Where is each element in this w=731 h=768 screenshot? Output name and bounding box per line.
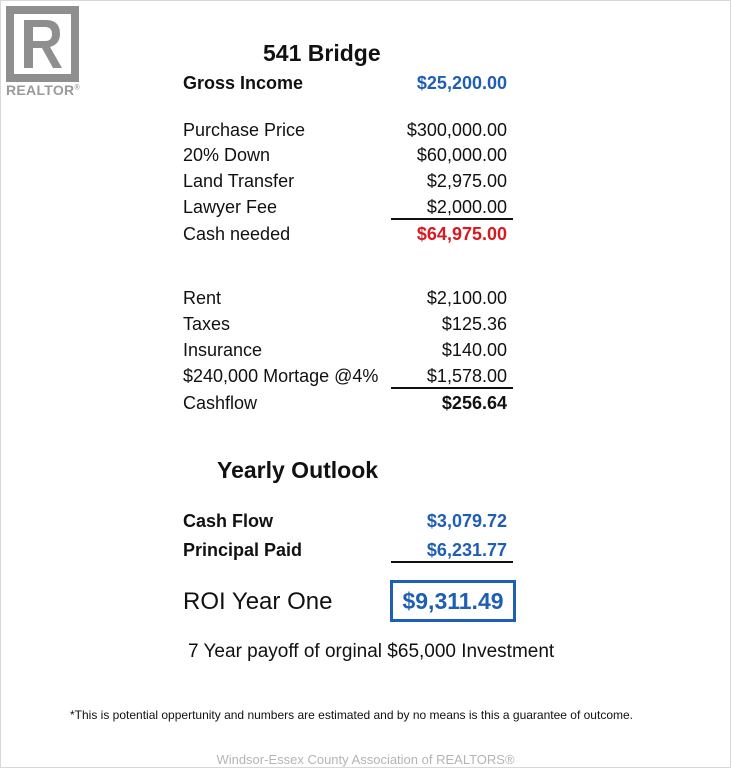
realtor-logo: [6, 6, 79, 82]
taxes-value: $125.36: [441, 314, 507, 334]
cashflow-value: $256.64: [441, 393, 507, 413]
rent-value: $2,100.00: [426, 288, 507, 308]
roi-label: ROI Year One: [183, 588, 333, 615]
down-payment-value: $60,000.00: [416, 145, 507, 165]
sum-divider: [391, 218, 513, 220]
mortgage-value: $1,578.00: [426, 366, 507, 386]
property-title: 541 Bridge: [263, 40, 381, 66]
land-transfer-label: Land Transfer: [183, 171, 295, 191]
insurance-label: Insurance: [183, 340, 263, 360]
insurance-value: $140.00: [441, 340, 507, 360]
principal-paid-value: $6,231.77: [426, 540, 507, 560]
purchase-price-label: Purchase Price: [183, 120, 306, 140]
rent-label: Rent: [183, 288, 222, 308]
purchase-price-value: $300,000.00: [406, 120, 507, 140]
gross-income-value: $25,200.00: [416, 73, 507, 93]
yearly-outlook-title: Yearly Outlook: [217, 457, 379, 483]
land-transfer-value: $2,975.00: [426, 171, 507, 191]
disclaimer-text: *This is potential oppertunity and numbers are estimated and by no means is this a guarantee of outcome.: [70, 708, 633, 722]
sum-divider: [391, 561, 513, 563]
principal-paid-label: Principal Paid: [183, 540, 303, 560]
realtor-r-icon: [6, 6, 79, 82]
mortgage-label: $240,000 Mortage @4%: [183, 366, 379, 386]
cash-needed-value: $64,975.00: [416, 224, 507, 244]
taxes-label: Taxes: [183, 314, 231, 334]
roi-value-box: $9,311.49: [390, 580, 516, 622]
payoff-note: 7 Year payoff of orginal $65,000 Investment: [188, 641, 555, 662]
lawyer-fee-label: Lawyer Fee: [183, 197, 278, 217]
yearly-cash-flow-label: Cash Flow: [183, 511, 274, 531]
yearly-cash-flow-value: $3,079.72: [426, 511, 507, 531]
gross-income-label: Gross Income: [183, 73, 304, 93]
lawyer-fee-value: $2,000.00: [426, 197, 507, 217]
cash-needed-label: Cash needed: [183, 224, 291, 244]
sum-divider: [391, 387, 513, 389]
down-payment-label: 20% Down: [183, 145, 271, 165]
realtor-wordmark: REALTOR®: [6, 82, 80, 98]
footer-watermark: Windsor-Essex County Association of REALTORS®: [216, 752, 515, 767]
cashflow-label: Cashflow: [183, 393, 258, 413]
